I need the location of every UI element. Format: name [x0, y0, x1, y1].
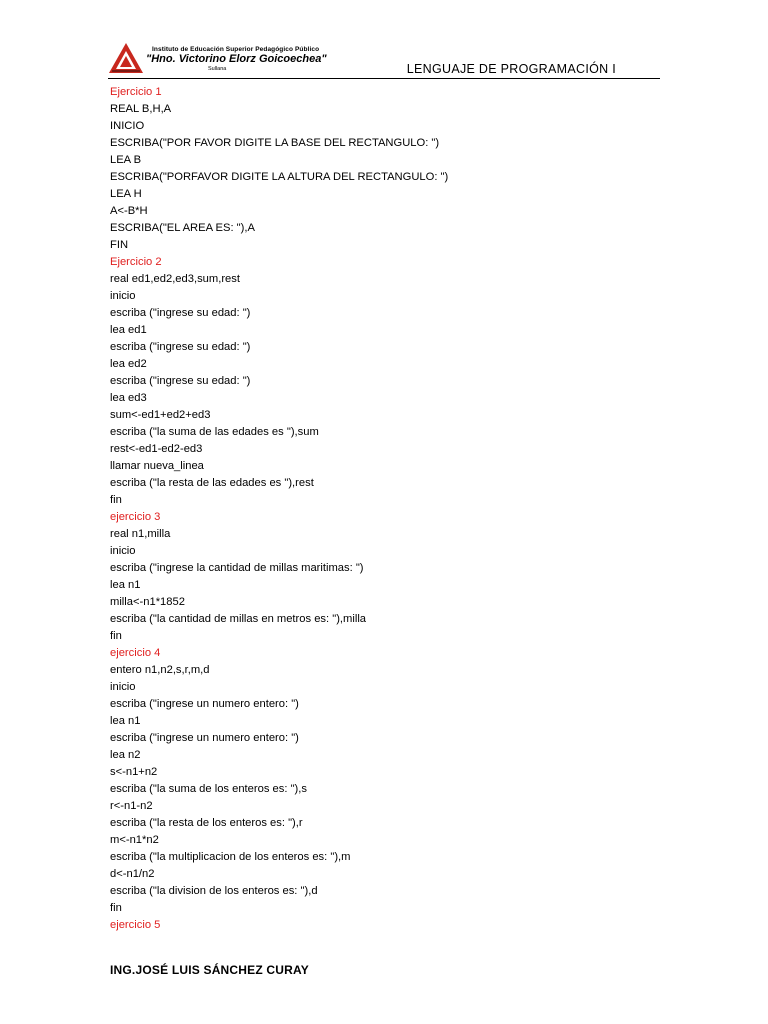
page-header	[108, 40, 660, 80]
code-line: milla<-n1*1852	[110, 596, 185, 608]
code-line: escriba ("la cantidad de millas en metros es: "),milla	[110, 613, 367, 625]
code-line: escriba ("ingrese su edad: ")	[110, 341, 251, 353]
exercise-heading: ejercicio 4	[110, 647, 161, 659]
author-footer: ING.JOSÉ LUIS SÁNCHEZ CURAY	[110, 963, 309, 977]
code-line: lea ed2	[110, 358, 147, 370]
document-body	[110, 84, 670, 934]
code-line: lea n1	[110, 579, 141, 591]
code-line: sum<-ed1+ed2+ed3	[110, 409, 211, 421]
code-line: FIN	[110, 239, 129, 251]
code-line: m<-n1*n2	[110, 834, 159, 846]
exercise-heading: ejercicio 3	[110, 511, 161, 523]
code-line: d<-n1/n2	[110, 868, 155, 880]
code-line: s<-n1+n2	[110, 766, 158, 778]
institution-city: Sullana	[208, 66, 227, 72]
code-line: lea n1	[110, 715, 141, 727]
header-divider	[108, 78, 660, 79]
code-line: escriba ("la suma de los enteros es: "),s	[110, 783, 307, 795]
code-line: escriba ("la suma de las edades es "),sum	[110, 426, 319, 438]
code-line: escriba ("la resta de las edades es "),rest	[110, 477, 314, 489]
code-line: escriba ("ingrese su edad: ")	[110, 307, 251, 319]
code-line: lea ed3	[110, 392, 147, 404]
exercise-heading: Ejercicio 2	[110, 256, 162, 268]
code-line: escriba ("la division de los enteros es: "),d	[110, 885, 318, 897]
institution-name: "Hno. Victorino Elorz Goicoechea"	[146, 53, 327, 65]
code-line: llamar nueva_linea	[110, 460, 204, 472]
code-line: fin	[110, 630, 122, 642]
code-line: real ed1,ed2,ed3,sum,rest	[110, 273, 240, 285]
code-line: lea n2	[110, 749, 141, 761]
code-line: r<-n1-n2	[110, 800, 153, 812]
exercise-heading: Ejercicio 1	[110, 86, 162, 98]
code-line: fin	[110, 902, 122, 914]
institute-logo-icon	[108, 42, 144, 74]
code-line: escriba ("ingrese un numero entero: ")	[110, 732, 299, 744]
code-line: escriba ("la resta de los enteros es: "),r	[110, 817, 303, 829]
code-line: A<-B*H	[110, 205, 148, 217]
code-line: ESCRIBA("POR FAVOR DIGITE LA BASE DEL RECTANGULO: ")	[110, 137, 440, 149]
code-line: lea ed1	[110, 324, 147, 336]
code-line: fin	[110, 494, 122, 506]
code-line: real n1,milla	[110, 528, 171, 540]
code-line: ESCRIBA("PORFAVOR DIGITE LA ALTURA DEL RECTANGULO: ")	[110, 171, 449, 183]
code-line: entero n1,n2,s,r,m,d	[110, 664, 210, 676]
code-line: inicio	[110, 681, 136, 693]
code-line: escriba ("ingrese un numero entero: ")	[110, 698, 299, 710]
institute-logo	[108, 42, 327, 74]
code-line: escriba ("ingrese su edad: ")	[110, 375, 251, 387]
code-line: rest<-ed1-ed2-ed3	[110, 443, 203, 455]
code-line: escriba ("la multiplicacion de los enteros es: "),m	[110, 851, 351, 863]
code-line: inicio	[110, 290, 136, 302]
code-line: LEA B	[110, 154, 142, 166]
code-line: inicio	[110, 545, 136, 557]
code-line: LEA H	[110, 188, 142, 200]
code-line: ESCRIBA("EL AREA ES: "),A	[110, 222, 255, 234]
institution-prefix: Instituto de Educación Superior Pedagógico Público	[152, 46, 320, 53]
code-line: REAL B,H,A	[110, 103, 172, 115]
exercise-heading: ejercicio 5	[110, 919, 161, 931]
code-line: INICIO	[110, 120, 145, 132]
course-title: LENGUAJE DE PROGRAMACIÓN I	[406, 62, 616, 76]
code-line: escriba ("ingrese la cantidad de millas maritimas: ")	[110, 562, 364, 574]
